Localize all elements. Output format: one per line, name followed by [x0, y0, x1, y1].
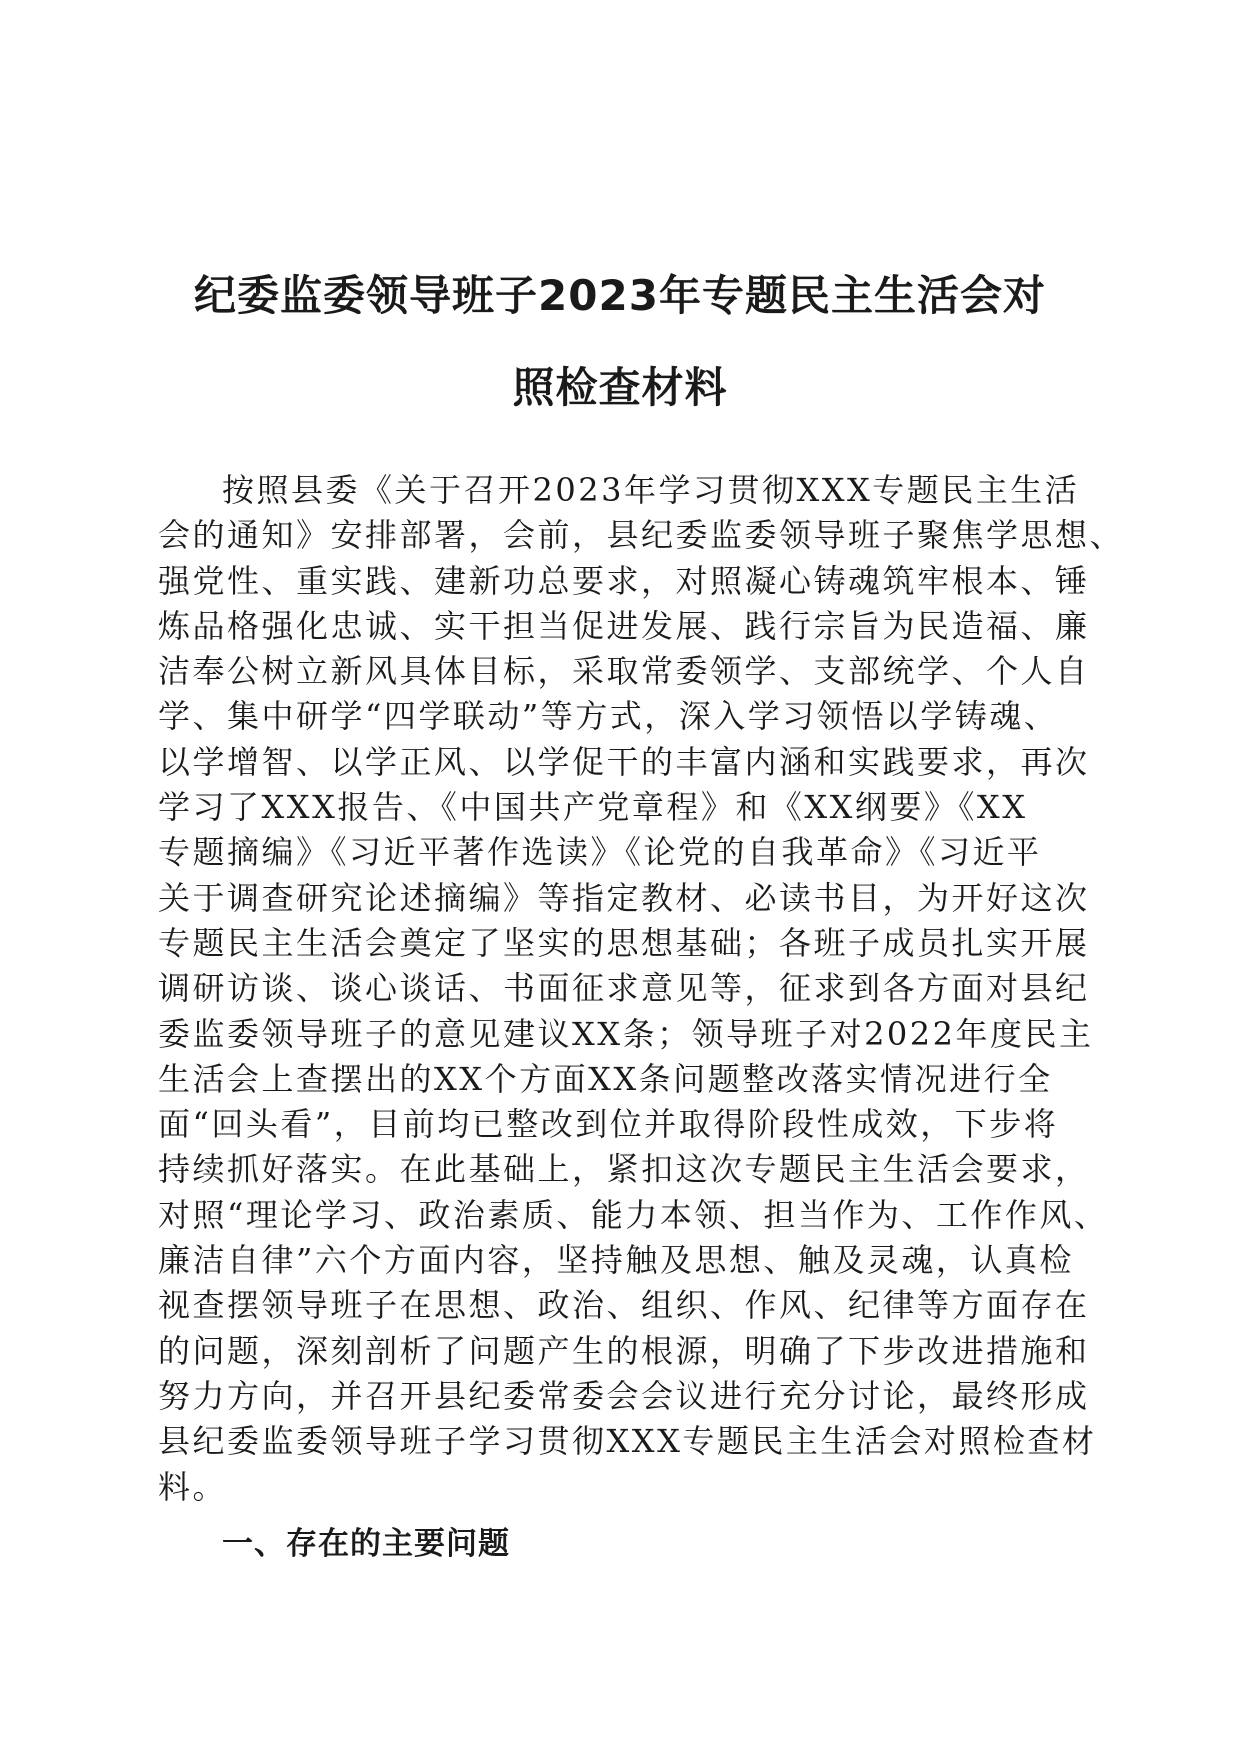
title-line-1: 纪委监委领导班子2023年专题民主生活会对 — [194, 271, 1046, 320]
section-heading: 一、存在的主要问题 — [222, 1526, 510, 1562]
paragraph-line: 会的通知》安排部署，会前，县纪委监委领导班子聚焦学思想、 — [158, 516, 1125, 555]
paragraph-line: 持续抓好落实。在此基础上，紧扣这次专题民主生活会要求， — [158, 1150, 1090, 1189]
paragraph-line: 对照“理论学习、政治素质、能力本领、担当作为、工作作风、 — [158, 1195, 1109, 1234]
paragraph-line: 学习了XXX报告、《中国共产党章程》和《XX纲要》《XX — [158, 788, 1028, 827]
paragraph-line: 努力方向，并召开县纪委常委会会议进行充分讨论，最终形成 — [158, 1376, 1090, 1415]
paragraph-line: 洁奉公树立新风具体目标，采取常委领学、支部统学、个人自 — [158, 652, 1090, 691]
paragraph-line: 料。 — [158, 1467, 228, 1506]
paragraph-line: 廉洁自律”六个方面内容，坚持触及思想、触及灵魂，认真检 — [158, 1241, 1074, 1280]
title-line-2: 照检查材料 — [512, 363, 728, 412]
paragraph-line: 专题摘编》《习近平著作选读》《论党的自我革命》《习近平 — [158, 833, 1042, 872]
paragraph-line: 学、集中研学“四学联动”等方式，深入学习领悟以学铸魂、 — [158, 697, 1059, 736]
paragraph-line: 关于调查研究论述摘编》等指定教材、必读书目，为开好这次 — [158, 878, 1090, 917]
paragraph-line: 面“回头看”，目前均已整改到位并取得阶段性成效，下步将 — [158, 1105, 1059, 1144]
paragraph-line: 委监委领导班子的意见建议XX条；领导班子对2022年度民主 — [158, 1014, 1094, 1053]
paragraph-line: 按照县委《关于召开2023年学习贯彻XXX专题民主生活 — [222, 471, 1080, 509]
paragraph-line: 以学增智、以学正风、以学促干的丰富内涵和实践要求，再次 — [158, 742, 1090, 781]
paragraph-line: 炼品格强化忠诚、实干担当促进发展、践行宗旨为民造福、廉 — [158, 606, 1090, 645]
paragraph-line: 调研访谈、谈心谈话、书面征求意见等，征求到各方面对县纪 — [158, 969, 1090, 1008]
paragraph-line: 生活会上查摆出的XX个方面XX条问题整改落实情况进行全 — [158, 1059, 1053, 1098]
intro-paragraph — [158, 468, 1125, 1510]
document-title — [150, 250, 1090, 434]
paragraph-line: 的问题，深刻剖析了问题产生的根源，明确了下步改进措施和 — [158, 1331, 1090, 1370]
paragraph-line: 专题民主生活会奠定了坚实的思想基础；各班子成员扎实开展 — [158, 923, 1090, 962]
paragraph-line: 视查摆领导班子在思想、政治、组织、作风、纪律等方面存在 — [158, 1286, 1090, 1325]
paragraph-line: 强党性、重实践、建新功总要求，对照凝心铸魂筑牢根本、锤 — [158, 561, 1090, 600]
paragraph-line: 县纪委监委领导班子学习贯彻XXX专题民主生活会对照检查材 — [158, 1422, 1097, 1461]
